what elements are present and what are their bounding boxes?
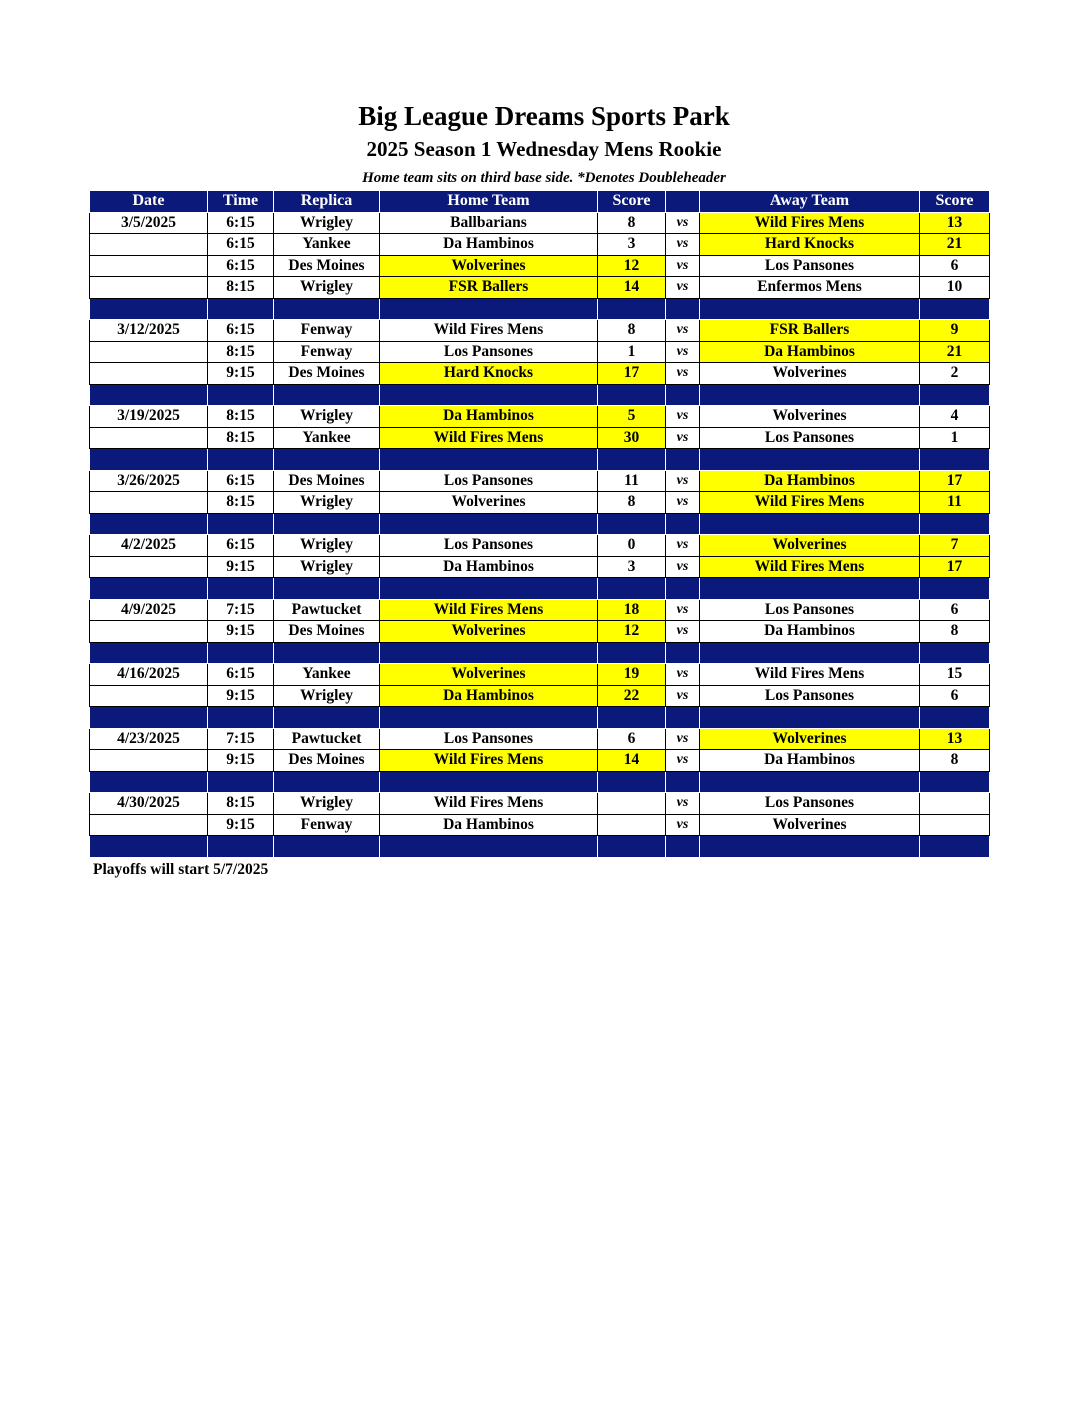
separator-cell [700,449,920,471]
home-team-cell: Wild Fires Mens [380,750,598,772]
replica-cell: Des Moines [274,363,380,385]
away-score-cell: 21 [920,341,990,363]
separator-cell [666,578,700,600]
separator-cell [920,707,990,729]
away-team-cell: Da Hambinos [700,341,920,363]
game-row [90,793,990,815]
game-row [90,363,990,385]
separator-cell [920,836,990,858]
home-team-cell: Hard Knocks [380,363,598,385]
separator-cell [920,642,990,664]
replica-cell: Des Moines [274,470,380,492]
column-header-home-team: Home Team [380,191,598,213]
date-cell [90,427,208,449]
away-score-cell: 15 [920,664,990,686]
separator-cell [380,384,598,406]
home-score-cell: 6 [598,728,666,750]
home-score-cell: 14 [598,277,666,299]
time-cell: 9:15 [208,363,274,385]
away-team-cell: Los Pansones [700,793,920,815]
vs-cell: vs [666,320,700,342]
vs-cell: vs [666,363,700,385]
separator-cell [90,771,208,793]
separator-cell [208,578,274,600]
replica-cell: Fenway [274,320,380,342]
separator-cell [598,707,666,729]
home-score-cell: 8 [598,492,666,514]
vs-cell: vs [666,621,700,643]
away-score-cell [920,814,990,836]
separator-cell [666,642,700,664]
away-score-cell: 7 [920,535,990,557]
separator-cell [700,298,920,320]
date-cell: 4/2/2025 [90,535,208,557]
game-row [90,664,990,686]
away-team-cell: Wild Fires Mens [700,492,920,514]
away-score-cell: 17 [920,556,990,578]
away-score-cell: 13 [920,728,990,750]
separator-cell [208,513,274,535]
home-score-cell: 19 [598,664,666,686]
time-cell: 9:15 [208,621,274,643]
away-score-cell: 6 [920,255,990,277]
column-header-home-score: Score [598,191,666,213]
separator-cell [90,642,208,664]
time-cell: 7:15 [208,599,274,621]
separator-cell [208,707,274,729]
home-score-cell: 30 [598,427,666,449]
date-cell: 4/30/2025 [90,793,208,815]
home-team-cell: Da Hambinos [380,406,598,428]
playoffs-note: Playoffs will start 5/7/2025 [93,861,269,878]
column-header-away-team: Away Team [700,191,920,213]
vs-cell: vs [666,406,700,428]
away-score-cell: 6 [920,685,990,707]
separator-cell [274,771,380,793]
separator-cell [274,578,380,600]
time-cell: 6:15 [208,664,274,686]
separator-cell [700,384,920,406]
home-team-cell: Ballbarians [380,212,598,234]
week-separator-row [90,642,990,664]
home-team-cell: Wolverines [380,255,598,277]
game-row [90,255,990,277]
week-separator-row [90,578,990,600]
away-score-cell: 17 [920,470,990,492]
date-cell [90,341,208,363]
time-cell: 8:15 [208,427,274,449]
away-score-cell: 8 [920,750,990,772]
replica-cell: Wrigley [274,492,380,514]
week-separator-row [90,513,990,535]
home-score-cell [598,793,666,815]
separator-cell [380,449,598,471]
game-row [90,212,990,234]
separator-cell [274,642,380,664]
away-score-cell: 1 [920,427,990,449]
away-team-cell: Los Pansones [700,427,920,449]
separator-cell [208,449,274,471]
replica-cell: Yankee [274,234,380,256]
separator-cell [598,578,666,600]
away-team-cell: Wolverines [700,406,920,428]
time-cell: 6:15 [208,320,274,342]
separator-cell [700,707,920,729]
separator-cell [598,513,666,535]
date-cell: 3/19/2025 [90,406,208,428]
separator-cell [598,449,666,471]
separator-cell [598,298,666,320]
away-team-cell: Wolverines [700,814,920,836]
home-team-cell: Los Pansones [380,341,598,363]
away-score-cell [920,793,990,815]
home-score-cell: 12 [598,255,666,277]
separator-cell [700,578,920,600]
separator-cell [700,771,920,793]
separator-cell [274,384,380,406]
separator-cell [274,298,380,320]
separator-cell [380,707,598,729]
date-cell: 3/5/2025 [90,212,208,234]
separator-cell [208,298,274,320]
vs-cell: vs [666,728,700,750]
column-header-replica: Replica [274,191,380,213]
away-score-cell: 13 [920,212,990,234]
away-score-cell: 21 [920,234,990,256]
game-row [90,685,990,707]
time-cell: 6:15 [208,234,274,256]
vs-cell: vs [666,814,700,836]
replica-cell: Pawtucket [274,599,380,621]
game-row [90,492,990,514]
separator-cell [666,771,700,793]
date-cell [90,363,208,385]
away-team-cell: Wild Fires Mens [700,212,920,234]
home-team-cell: Wild Fires Mens [380,793,598,815]
separator-cell [380,771,598,793]
game-row [90,814,990,836]
date-cell [90,814,208,836]
home-team-cell: Da Hambinos [380,556,598,578]
replica-cell: Pawtucket [274,728,380,750]
date-cell [90,750,208,772]
time-cell: 6:15 [208,535,274,557]
away-team-cell: Wild Fires Mens [700,556,920,578]
vs-cell: vs [666,234,700,256]
date-cell [90,556,208,578]
away-team-cell: Wolverines [700,535,920,557]
replica-cell: Wrigley [274,685,380,707]
away-team-cell: Da Hambinos [700,750,920,772]
game-row [90,427,990,449]
separator-cell [90,513,208,535]
home-team-cell: Los Pansones [380,470,598,492]
home-team-cell: FSR Ballers [380,277,598,299]
home-team-note: Home team sits on third base side. *Denotes Doubleheader [362,170,726,186]
separator-cell [920,771,990,793]
home-team-cell: Wolverines [380,621,598,643]
away-team-cell: Da Hambinos [700,470,920,492]
replica-cell: Fenway [274,341,380,363]
column-header-time: Time [208,191,274,213]
separator-cell [598,836,666,858]
separator-cell [700,513,920,535]
home-score-cell [598,814,666,836]
home-score-cell: 11 [598,470,666,492]
home-score-cell: 12 [598,621,666,643]
page-title: Big League Dreams Sports Park [358,101,730,131]
game-row [90,556,990,578]
away-team-cell: Los Pansones [700,599,920,621]
time-cell: 8:15 [208,793,274,815]
separator-cell [380,298,598,320]
away-score-cell: 9 [920,320,990,342]
vs-cell: vs [666,341,700,363]
replica-cell: Des Moines [274,255,380,277]
replica-cell: Wrigley [274,212,380,234]
separator-cell [666,836,700,858]
away-team-cell: Enfermos Mens [700,277,920,299]
separator-cell [666,449,700,471]
schedule-body [90,212,990,857]
away-score-cell: 6 [920,599,990,621]
away-team-cell: Da Hambinos [700,621,920,643]
home-team-cell: Wild Fires Mens [380,599,598,621]
time-cell: 7:15 [208,728,274,750]
away-team-cell: Hard Knocks [700,234,920,256]
separator-cell [598,771,666,793]
separator-cell [920,449,990,471]
home-score-cell: 3 [598,234,666,256]
replica-cell: Des Moines [274,750,380,772]
vs-cell: vs [666,664,700,686]
home-score-cell: 3 [598,556,666,578]
separator-cell [274,449,380,471]
vs-cell: vs [666,427,700,449]
separator-cell [90,384,208,406]
home-score-cell: 8 [598,320,666,342]
separator-cell [208,384,274,406]
separator-cell [274,836,380,858]
home-team-cell: Da Hambinos [380,814,598,836]
week-separator-row [90,449,990,471]
home-score-cell: 0 [598,535,666,557]
replica-cell: Wrigley [274,793,380,815]
date-cell [90,621,208,643]
away-team-cell: Wolverines [700,728,920,750]
column-header-date: Date [90,191,208,213]
time-cell: 6:15 [208,255,274,277]
away-score-cell: 8 [920,621,990,643]
time-cell: 6:15 [208,470,274,492]
date-cell: 4/16/2025 [90,664,208,686]
separator-cell [666,384,700,406]
vs-cell: vs [666,599,700,621]
separator-cell [90,578,208,600]
replica-cell: Wrigley [274,406,380,428]
home-score-cell: 18 [598,599,666,621]
vs-cell: vs [666,556,700,578]
game-row [90,234,990,256]
game-row [90,750,990,772]
vs-cell: vs [666,277,700,299]
vs-cell: vs [666,212,700,234]
game-row [90,406,990,428]
away-score-cell: 4 [920,406,990,428]
separator-cell [90,707,208,729]
away-team-cell: Wolverines [700,363,920,385]
game-row [90,470,990,492]
separator-cell [666,513,700,535]
vs-cell: vs [666,492,700,514]
time-cell: 8:15 [208,341,274,363]
away-score-cell: 10 [920,277,990,299]
home-team-cell: Da Hambinos [380,234,598,256]
replica-cell: Yankee [274,664,380,686]
game-row [90,621,990,643]
game-row [90,728,990,750]
time-cell: 9:15 [208,556,274,578]
separator-cell [380,836,598,858]
home-team-cell: Da Hambinos [380,685,598,707]
replica-cell: Des Moines [274,621,380,643]
time-cell: 8:15 [208,277,274,299]
separator-cell [920,513,990,535]
date-cell [90,685,208,707]
time-cell: 9:15 [208,814,274,836]
vs-cell: vs [666,793,700,815]
separator-cell [920,298,990,320]
separator-cell [598,642,666,664]
game-row [90,320,990,342]
home-team-cell: Wolverines [380,664,598,686]
away-team-cell: Los Pansones [700,255,920,277]
home-score-cell: 14 [598,750,666,772]
week-separator-row [90,707,990,729]
separator-cell [666,298,700,320]
separator-cell [90,298,208,320]
replica-cell: Yankee [274,427,380,449]
separator-cell [90,449,208,471]
home-team-cell: Wolverines [380,492,598,514]
separator-cell [700,642,920,664]
date-cell: 4/9/2025 [90,599,208,621]
home-score-cell: 22 [598,685,666,707]
away-team-cell: FSR Ballers [700,320,920,342]
away-team-cell: Wild Fires Mens [700,664,920,686]
time-cell: 9:15 [208,685,274,707]
home-team-cell: Wild Fires Mens [380,320,598,342]
column-header-away-score: Score [920,191,990,213]
date-cell: 3/12/2025 [90,320,208,342]
replica-cell: Wrigley [274,277,380,299]
vs-cell: vs [666,535,700,557]
separator-cell [208,642,274,664]
replica-cell: Wrigley [274,535,380,557]
replica-cell: Wrigley [274,556,380,578]
date-cell [90,234,208,256]
separator-cell [700,836,920,858]
week-separator-row [90,836,990,858]
home-score-cell: 17 [598,363,666,385]
column-header-vs [666,191,700,213]
home-team-cell: Los Pansones [380,728,598,750]
vs-cell: vs [666,255,700,277]
separator-cell [920,384,990,406]
time-cell: 6:15 [208,212,274,234]
time-cell: 9:15 [208,750,274,772]
date-cell: 3/26/2025 [90,470,208,492]
away-team-cell: Los Pansones [700,685,920,707]
time-cell: 8:15 [208,406,274,428]
date-cell [90,277,208,299]
home-score-cell: 5 [598,406,666,428]
replica-cell: Fenway [274,814,380,836]
vs-cell: vs [666,470,700,492]
separator-cell [208,836,274,858]
separator-cell [380,642,598,664]
separator-cell [90,836,208,858]
separator-cell [380,513,598,535]
game-row [90,535,990,557]
date-cell [90,255,208,277]
week-separator-row [90,771,990,793]
schedule-table [89,190,990,858]
time-cell: 8:15 [208,492,274,514]
separator-cell [208,771,274,793]
game-row [90,599,990,621]
separator-cell [920,578,990,600]
away-score-cell: 2 [920,363,990,385]
vs-cell: vs [666,685,700,707]
separator-cell [598,384,666,406]
game-row [90,341,990,363]
home-team-cell: Wild Fires Mens [380,427,598,449]
separator-cell [274,513,380,535]
week-separator-row [90,384,990,406]
home-team-cell: Los Pansones [380,535,598,557]
page-subtitle: 2025 Season 1 Wednesday Mens Rookie [366,137,722,161]
home-score-cell: 8 [598,212,666,234]
vs-cell: vs [666,750,700,772]
home-score-cell: 1 [598,341,666,363]
separator-cell [666,707,700,729]
header-row [90,191,990,213]
date-cell [90,492,208,514]
separator-cell [274,707,380,729]
game-row [90,277,990,299]
separator-cell [380,578,598,600]
date-cell: 4/23/2025 [90,728,208,750]
away-score-cell: 11 [920,492,990,514]
week-separator-row [90,298,990,320]
